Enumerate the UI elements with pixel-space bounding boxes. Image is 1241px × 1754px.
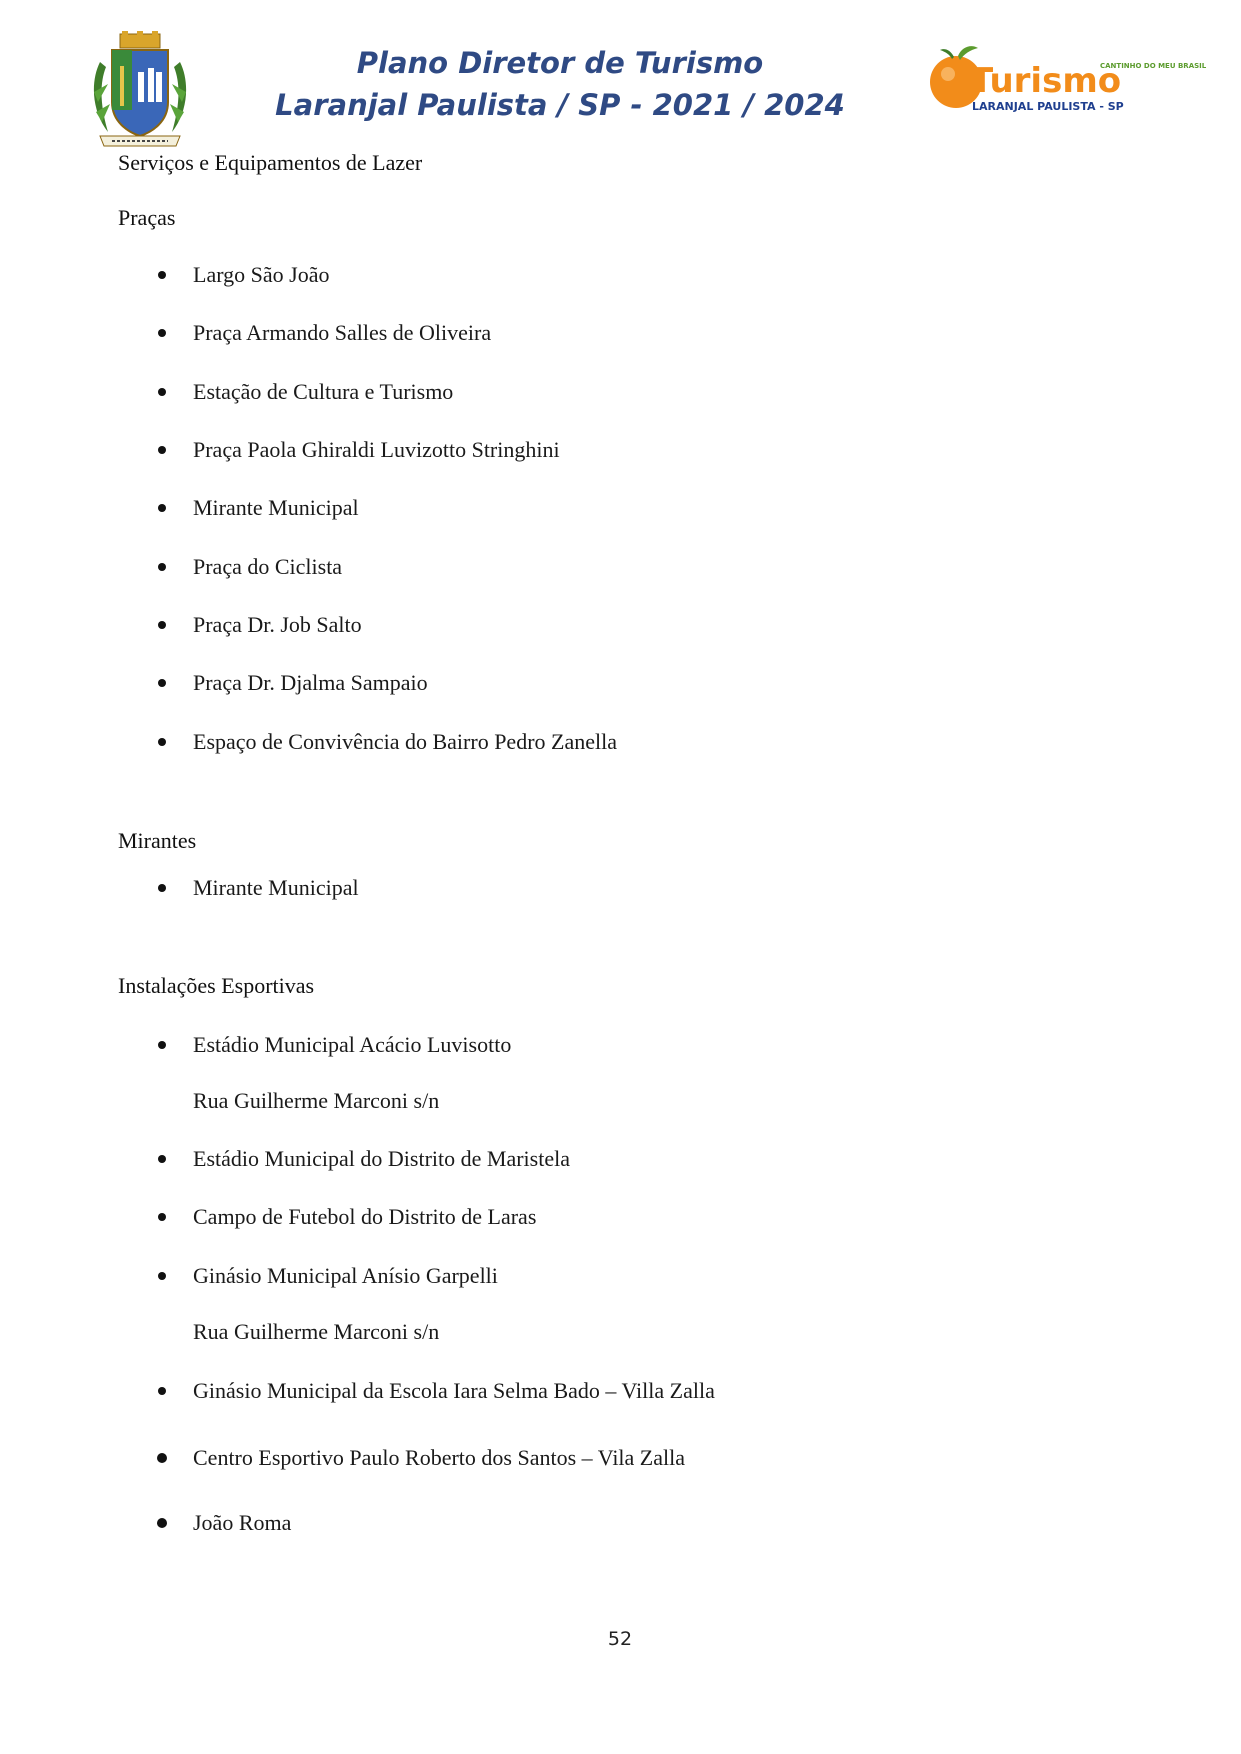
pracas-heading: Praças [118,205,176,230]
logo-tagline: CANTINHO DO MEU BRASIL [1100,62,1207,70]
bullet-icon [158,329,166,337]
header-title-line-1: Plano Diretor de Turismo [356,46,764,80]
bullet-icon [158,504,166,512]
list-item: Ginásio Municipal da Escola Iara Selma Bado – Villa Zalla [193,1378,715,1403]
municipal-coat-of-arms-logo [86,32,194,150]
bullet-icon [158,388,166,396]
list-item-address: Rua Guilherme Marconi s/n [193,1319,440,1344]
list-item: Largo São João [193,262,330,287]
list-item: Espaço de Convivência do Bairro Pedro Zanella [193,729,617,754]
list-item: Estádio Municipal Acácio Luvisotto [193,1032,512,1057]
list-item: Mirante Municipal [193,875,359,900]
bullet-icon [158,738,166,746]
bullet-icon [158,1272,166,1280]
mirantes-heading: Mirantes [118,828,197,853]
list-item: Praça Paola Ghiraldi Luvizotto Stringhini [193,437,560,462]
list-item: João Roma [193,1510,292,1535]
header-title-line-2: Laranjal Paulista / SP - 2021 / 2024 [275,88,845,122]
logo-subtitle: LARANJAL PAULISTA - SP [972,100,1124,113]
instalacoes-esportivas-heading: Instalações Esportivas [118,973,315,998]
section-title: Serviços e Equipamentos de Lazer [118,150,423,175]
list-item: Praça Armando Salles de Oliveira [193,320,492,345]
bullet-icon [158,1155,166,1163]
bullet-icon [158,446,166,454]
page-number: 52 [607,1628,633,1650]
list-item: Campo de Futebol do Distrito de Laras [193,1204,537,1229]
document-header-title [260,42,860,126]
bullet-icon [158,1213,166,1221]
bullet-icon [158,1041,166,1049]
list-item: Praça Dr. Job Salto [193,612,362,637]
list-item: Estação de Cultura e Turismo [193,379,454,404]
bullet-icon [158,1387,166,1395]
list-item: Ginásio Municipal Anísio Garpelli [193,1263,498,1288]
list-item: Praça Dr. Djalma Sampaio [193,670,428,695]
list-item: Centro Esportivo Paulo Roberto dos Santos – Vila Zalla [193,1445,686,1470]
bullet-icon [157,1453,167,1463]
bullet-icon [158,679,166,687]
bullet-icon [158,271,166,279]
list-item: Praça do Ciclista [193,554,343,579]
bullet-icon [157,1518,167,1528]
turismo-laranjal-paulista-logo [920,40,1207,122]
list-item: Mirante Municipal [193,495,359,520]
bullet-icon [158,621,166,629]
bullet-icon [158,884,166,892]
list-item: Estádio Municipal do Distrito de Maristela [193,1146,570,1171]
list-item-address: Rua Guilherme Marconi s/n [193,1088,440,1113]
bullet-icon [158,563,166,571]
logo-wordmark: Turismo [970,61,1122,101]
